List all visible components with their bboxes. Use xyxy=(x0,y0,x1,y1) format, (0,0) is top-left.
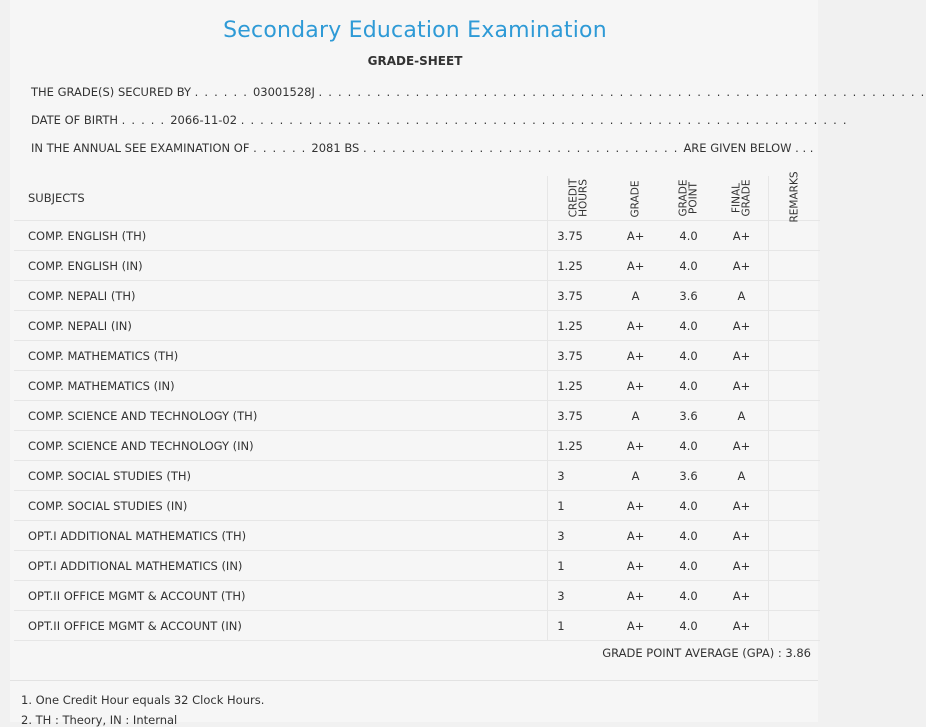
table-row xyxy=(14,581,820,611)
remarks-cell xyxy=(768,281,820,311)
subject-cell: COMP. SCIENCE AND TECHNOLOGY (TH) xyxy=(14,401,548,431)
remarks-cell xyxy=(768,521,820,551)
final-grade-cell: A+ xyxy=(715,581,768,611)
exam-line: IN THE ANNUAL SEE EXAMINATION OF . . . . . . 2081 BS . . . . . . . . . . . . . . . . . . . . . . . . . . . . . . . . . ARE GIVEN BELOW . . . xyxy=(31,141,814,155)
credit-hours-cell: 1.25 xyxy=(548,371,609,401)
remarks-cell xyxy=(768,461,820,491)
remarks-cell xyxy=(768,401,820,431)
credit-hours-cell: 3 xyxy=(548,461,609,491)
final-grade-cell: A+ xyxy=(715,221,768,251)
grade-point-cell: 3.6 xyxy=(662,401,715,431)
secured-by-label: THE GRADE(S) SECURED BY xyxy=(31,85,192,99)
dob-value: 2066-11-02 xyxy=(170,113,238,127)
table-row xyxy=(14,401,820,431)
grade-sheet-subtitle: GRADE-SHEET xyxy=(367,54,463,68)
grade-cell: A+ xyxy=(609,581,662,611)
grade-cell: A+ xyxy=(609,251,662,281)
subject-cell: COMP. NEPALI (IN) xyxy=(14,311,548,341)
table-row xyxy=(14,341,820,371)
grade-point-cell: 4.0 xyxy=(662,581,715,611)
header-subjects: SUBJECTS xyxy=(14,176,548,221)
grade-point-cell: 4.0 xyxy=(662,341,715,371)
grade-point-cell: 4.0 xyxy=(662,311,715,341)
grade-point-cell: 4.0 xyxy=(662,551,715,581)
final-grade-cell: A+ xyxy=(715,491,768,521)
exam-year: 2081 BS xyxy=(311,141,360,155)
credit-hours-cell: 1.25 xyxy=(548,311,609,341)
header-final-grade: FINAL GRADE xyxy=(715,176,768,221)
subject-cell: COMP. MATHEMATICS (TH) xyxy=(14,341,548,371)
credit-hours-cell: 3 xyxy=(548,521,609,551)
grade-cell: A+ xyxy=(609,221,662,251)
remarks-cell xyxy=(768,491,820,521)
subject-cell: OPT.I ADDITIONAL MATHEMATICS (TH) xyxy=(14,521,548,551)
given-below-text: ARE GIVEN BELOW . . . xyxy=(683,141,814,155)
gpa-value: 3.86 xyxy=(785,646,811,660)
credit-hours-cell: 3.75 xyxy=(548,221,609,251)
grade-cell: A+ xyxy=(609,431,662,461)
credit-hours-cell: 3 xyxy=(548,581,609,611)
credit-hours-cell: 1 xyxy=(548,491,609,521)
remarks-cell xyxy=(768,221,820,251)
grade-cell: A xyxy=(609,401,662,431)
grade-point-cell: 3.6 xyxy=(662,281,715,311)
grade-cell: A+ xyxy=(609,491,662,521)
symbol-number: 03001528J xyxy=(252,85,315,99)
subject-cell: OPT.II OFFICE MGMT & ACCOUNT (IN) xyxy=(14,611,548,641)
remarks-cell xyxy=(768,551,820,581)
grades-table xyxy=(14,171,820,641)
grade-sheet xyxy=(10,0,926,727)
final-grade-cell: A xyxy=(715,461,768,491)
subject-cell: COMP. ENGLISH (TH) xyxy=(14,221,548,251)
grade-point-cell: 4.0 xyxy=(662,251,715,281)
gpa-label: GRADE POINT AVERAGE (GPA) : xyxy=(602,646,782,660)
remarks-cell xyxy=(768,431,820,461)
footer-divider xyxy=(10,680,818,681)
subject-cell: COMP. NEPALI (TH) xyxy=(14,281,548,311)
grade-cell: A+ xyxy=(609,341,662,371)
remarks-cell xyxy=(768,311,820,341)
table-row xyxy=(14,491,820,521)
remarks-cell xyxy=(768,611,820,641)
remarks-cell xyxy=(768,251,820,281)
final-grade-cell: A+ xyxy=(715,551,768,581)
credit-hours-cell: 1 xyxy=(548,551,609,581)
grade-cell: A+ xyxy=(609,551,662,581)
grade-cell: A xyxy=(609,281,662,311)
table-row xyxy=(14,311,820,341)
dob-line: DATE OF BIRTH . . . . . 2066-11-02 . . . . . . . . . . . . . . . . . . . . . . . . . . . . . . . . . . . . . . . . . . . . . . . . . . . . . . . . . . . . . . . xyxy=(31,113,848,127)
grades-table-header xyxy=(14,176,820,221)
header-remarks: REMARKS xyxy=(768,176,820,221)
grade-point-cell: 4.0 xyxy=(662,371,715,401)
table-row xyxy=(14,551,820,581)
grade-point-cell: 3.6 xyxy=(662,461,715,491)
grade-point-cell: 4.0 xyxy=(662,221,715,251)
final-grade-cell: A+ xyxy=(715,341,768,371)
grade-cell: A xyxy=(609,461,662,491)
remarks-cell xyxy=(768,341,820,371)
final-grade-cell: A+ xyxy=(715,611,768,641)
table-row xyxy=(14,461,820,491)
grade-point-cell: 4.0 xyxy=(662,491,715,521)
remarks-cell xyxy=(768,581,820,611)
grade-cell: A+ xyxy=(609,371,662,401)
table-row xyxy=(14,521,820,551)
final-grade-cell: A+ xyxy=(715,521,768,551)
grade-cell: A+ xyxy=(609,521,662,551)
grade-point-cell: 4.0 xyxy=(662,611,715,641)
gpa-line xyxy=(10,646,811,660)
final-grade-cell: A+ xyxy=(715,311,768,341)
final-grade-cell: A xyxy=(715,281,768,311)
grade-point-cell: 4.0 xyxy=(662,521,715,551)
final-grade-cell: A+ xyxy=(715,251,768,281)
table-row xyxy=(14,431,820,461)
subject-cell: COMP. MATHEMATICS (IN) xyxy=(14,371,548,401)
grade-cell: A+ xyxy=(609,311,662,341)
table-row xyxy=(14,371,820,401)
subject-cell: COMP. SCIENCE AND TECHNOLOGY (IN) xyxy=(14,431,548,461)
credit-hours-cell: 1.25 xyxy=(548,251,609,281)
grade-cell: A+ xyxy=(609,611,662,641)
header-grade: GRADE xyxy=(609,176,662,221)
grade-point-cell: 4.0 xyxy=(662,431,715,461)
secured-by-line: THE GRADE(S) SECURED BY . . . . . . 03001528J . . . . . . . . . . . . . . . . . . . . . . . . . . . . . . . . . . . . . . . . . . . . . . . . . . . . . . . . . . . . . . . xyxy=(31,85,926,99)
subject-cell: OPT.I ADDITIONAL MATHEMATICS (IN) xyxy=(14,551,548,581)
table-row xyxy=(14,281,820,311)
note-credit-hours: 1. One Credit Hour equals 32 Clock Hours. xyxy=(21,693,265,707)
note-abbreviations: 2. TH : Theory, IN : Internal xyxy=(21,713,178,727)
exam-label: IN THE ANNUAL SEE EXAMINATION OF xyxy=(31,141,250,155)
credit-hours-cell: 3.75 xyxy=(548,281,609,311)
table-row xyxy=(14,251,820,281)
subject-cell: COMP. SOCIAL STUDIES (TH) xyxy=(14,461,548,491)
final-grade-cell: A xyxy=(715,401,768,431)
final-grade-cell: A+ xyxy=(715,431,768,461)
credit-hours-cell: 1 xyxy=(548,611,609,641)
table-row xyxy=(14,611,820,641)
header-grade-point: GRADE POINT xyxy=(662,176,715,221)
table-row xyxy=(14,221,820,251)
remarks-cell xyxy=(768,371,820,401)
credit-hours-cell: 3.75 xyxy=(548,341,609,371)
header-credit-hours: CREDIT HOURS xyxy=(548,176,609,221)
subject-cell: COMP. SOCIAL STUDIES (IN) xyxy=(14,491,548,521)
exam-title: Secondary Education Examination xyxy=(223,18,607,43)
dob-label: DATE OF BIRTH xyxy=(31,113,119,127)
credit-hours-cell: 1.25 xyxy=(548,431,609,461)
subject-cell: OPT.II OFFICE MGMT & ACCOUNT (TH) xyxy=(14,581,548,611)
final-grade-cell: A+ xyxy=(715,371,768,401)
subject-cell: COMP. ENGLISH (IN) xyxy=(14,251,548,281)
credit-hours-cell: 3.75 xyxy=(548,401,609,431)
